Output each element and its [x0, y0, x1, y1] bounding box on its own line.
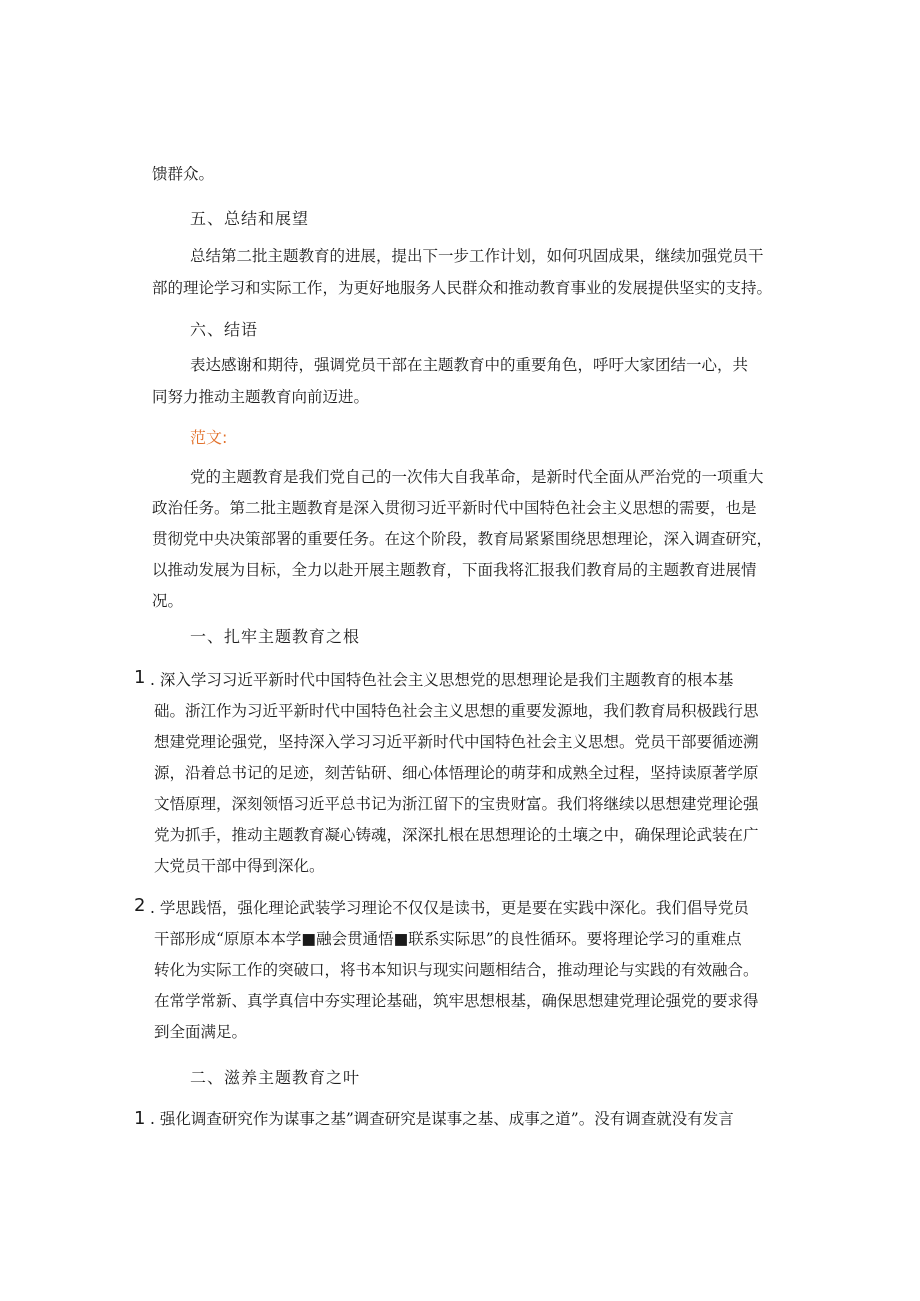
paragraph-line: 想建党理论强党，坚持深入学习习近平新时代中国特色社会主义思想。党员干部要循迹溯	[154, 733, 759, 751]
carryover-text: 馈群众。	[152, 165, 215, 183]
line-part: 下面我将汇报我们教育局的主题教育进展情	[462, 561, 757, 579]
paragraph-line: 党为抓手，推动主题教育凝心铸魂，深深扎根在思想理论的土壤之中，确保理论武装在广	[154, 826, 759, 844]
paragraph-line: 同努力推动主题教育向前迈进。	[152, 388, 370, 406]
part-1-heading: 一、扎牢主题教育之根	[190, 627, 361, 646]
paragraph-line: 部的理论学习和实际工作，为更好地服务人民群众和推动教育事业的发展提供坚实的支持。	[152, 279, 773, 297]
paragraph-line: 源，沿着总书记的足迹，刻苦钻研、细心体悟理论的萌芽和成熟全过程，坚持读原著学原	[154, 764, 759, 782]
paragraph-line: 转化为实际工作的突破口，将书本知识与现实问题相结合，推动理论与实践的有效融合。	[154, 961, 759, 979]
paragraph-line: 表达感谢和期待，强调党员干部在主题教育中的重要角色，呼吁大家团结一心，共	[190, 356, 749, 374]
paragraph-line: 大党员干部中得到深化。	[154, 857, 325, 875]
item-number: 1	[134, 667, 146, 688]
paragraph-line: 党的主题教育是我们党自己的一次伟大自我革命，是新时代全面从严治党的一项重大	[190, 468, 764, 486]
paragraph-line: . 深入学习习近平新时代中国特色社会主义思想党的思想理论是我们主题教育的根本基	[150, 671, 734, 689]
paragraph-line: 况。	[152, 592, 184, 610]
paragraph-line	[152, 524, 772, 555]
fanwen-label: 范文:	[190, 428, 228, 447]
section-6-paragraph	[152, 352, 748, 410]
section-6-heading: 六、结语	[190, 320, 259, 339]
paragraph-line: 总结第二批主题教育的进展，提出下一步工作计划，如何巩固成果，继续加强党员干	[190, 247, 764, 265]
line-part: 贯彻党中央决策部署的重要任务。	[152, 530, 385, 548]
paragraph-line: 政治任务。第二批主题教育是深入贯彻习近平新时代中国特色社会主义思想的需要，也是	[152, 499, 757, 517]
paragraph-line: 文悟原理，深刻领悟习近平总书记为浙江留下的宝贵财富。我们将继续以思想建党理论强	[154, 795, 759, 813]
item-number: 1	[134, 1108, 146, 1129]
item-number: 2	[134, 895, 146, 916]
intro-paragraph	[152, 462, 772, 617]
part-1-item-2	[150, 893, 759, 1048]
paragraph-line: 在常学常新、真学真信中夯实理论基础，筑牢思想根基，确保思想建党理论强党的要求得	[154, 992, 759, 1010]
part-2-item-1: . 强化调查研究作为谋事之基”调查研究是谋事之基、成事之道”。没有调查就没有发言	[150, 1110, 734, 1128]
highlighted-text: 以推动发展为目标，全力以赴开展主题教育，	[152, 561, 463, 579]
paragraph-line: . 学思践悟，强化理论武装学习理论不仅仅是读书，更是要在实践中深化。我们倡导党员	[150, 899, 749, 917]
highlighted-text: 在这个阶段，教育局紧紧围绕思想理论，深入调查研究，	[384, 530, 773, 548]
paragraph-line: 到全面满足。	[154, 1023, 248, 1041]
paragraph-line: 干部形成“原原本本学■融会贯通悟■联系实际思”的良性循环。要将理论学习的重难点	[154, 930, 742, 948]
part-2-heading: 二、滋养主题教育之叶	[190, 1068, 361, 1087]
paragraph-line	[152, 555, 772, 586]
paragraph-line: 础。浙江作为习近平新时代中国特色社会主义思想的重要发源地，我们教育局积极践行思	[154, 702, 759, 720]
part-1-item-1	[150, 665, 759, 882]
section-5-heading: 五、总结和展望	[190, 209, 310, 228]
section-5-paragraph	[152, 243, 772, 301]
